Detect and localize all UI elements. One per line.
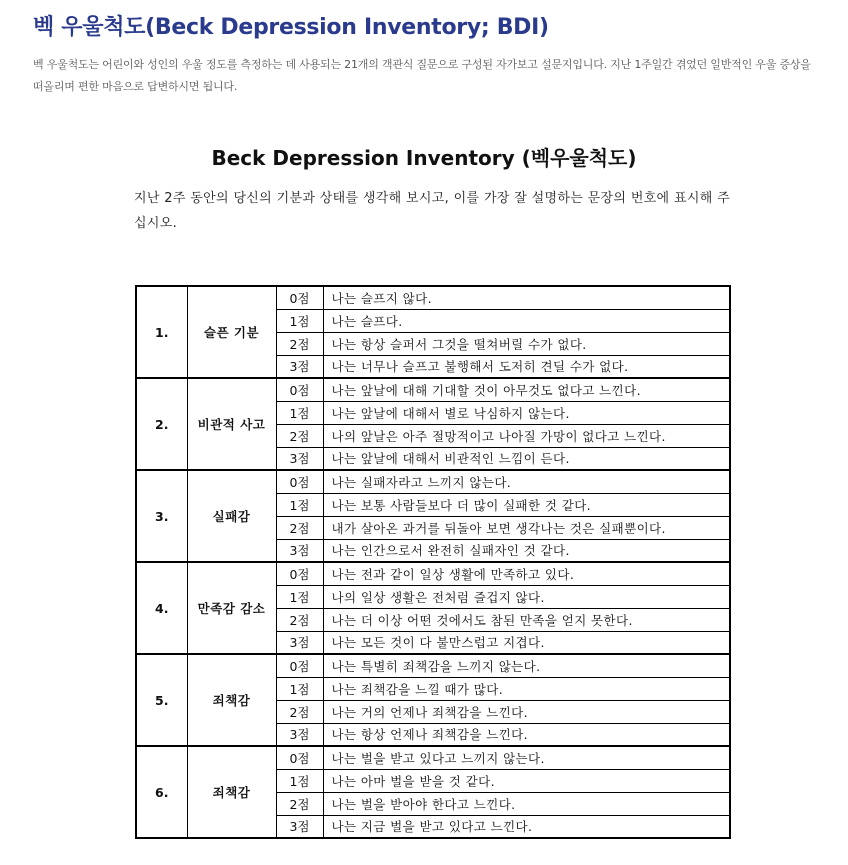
table-row	[136, 286, 730, 309]
option-statement: 나는 아마 벌을 받을 것 같다.	[323, 769, 730, 792]
option-score: 0점	[276, 746, 323, 769]
item-category: 죄책감	[187, 654, 276, 746]
option-score: 3점	[276, 539, 323, 562]
option-score: 0점	[276, 286, 323, 309]
option-statement: 나는 지금 벌을 받고 있다고 느낀다.	[323, 815, 730, 838]
option-statement: 나는 너무나 슬프고 불행해서 도저히 견딜 수가 없다.	[323, 355, 730, 378]
option-score: 3점	[276, 355, 323, 378]
option-score: 2점	[276, 792, 323, 815]
item-number: 2.	[136, 378, 187, 470]
item-category: 슬픈 기분	[187, 286, 276, 378]
item-category: 비관적 사고	[187, 378, 276, 470]
option-statement: 나의 앞날은 아주 절망적이고 나아질 가망이 없다고 느낀다.	[323, 424, 730, 447]
option-statement: 나는 벌을 받고 있다고 느끼지 않는다.	[323, 746, 730, 769]
item-category: 죄책감	[187, 746, 276, 838]
option-statement: 나는 더 이상 어떤 것에서도 참된 만족을 얻지 못한다.	[323, 608, 730, 631]
option-score: 1점	[276, 401, 323, 424]
option-statement: 나는 슬프지 않다.	[323, 286, 730, 309]
option-statement: 나는 앞날에 대해서 별로 낙심하지 않는다.	[323, 401, 730, 424]
option-score: 0점	[276, 562, 323, 585]
option-score: 1점	[276, 493, 323, 516]
option-statement: 나는 항상 언제나 죄책감을 느낀다.	[323, 723, 730, 746]
bdi-table-body	[136, 286, 730, 838]
option-score: 2점	[276, 332, 323, 355]
option-score: 1점	[276, 769, 323, 792]
option-score: 0점	[276, 378, 323, 401]
option-statement: 나는 앞날에 대해 기대할 것이 아무것도 없다고 느낀다.	[323, 378, 730, 401]
document-title: Beck Depression Inventory (벡우울척도)	[211, 146, 637, 170]
table-row	[136, 562, 730, 585]
option-score: 3점	[276, 723, 323, 746]
option-score: 2점	[276, 516, 323, 539]
table-row	[136, 470, 730, 493]
option-statement: 나는 모든 것이 다 불만스럽고 지겹다.	[323, 631, 730, 654]
item-number: 3.	[136, 470, 187, 562]
option-score: 2점	[276, 608, 323, 631]
option-score: 2점	[276, 424, 323, 447]
option-score: 3점	[276, 815, 323, 838]
option-statement: 나는 실패자라고 느끼지 않는다.	[323, 470, 730, 493]
table-row	[136, 654, 730, 677]
table-row	[136, 746, 730, 769]
item-number: 5.	[136, 654, 187, 746]
item-number: 1.	[136, 286, 187, 378]
option-score: 1점	[276, 677, 323, 700]
item-number: 6.	[136, 746, 187, 838]
option-statement: 나는 항상 슬퍼서 그것을 떨쳐버릴 수가 없다.	[323, 332, 730, 355]
option-statement: 나는 특별히 죄책감을 느끼지 않는다.	[323, 654, 730, 677]
option-score: 0점	[276, 470, 323, 493]
option-statement: 나는 인간으로서 완전히 실패자인 것 같다.	[323, 539, 730, 562]
option-statement: 나는 전과 같이 일상 생활에 만족하고 있다.	[323, 562, 730, 585]
option-statement: 나는 벌을 받아야 한다고 느낀다.	[323, 792, 730, 815]
option-statement: 나는 앞날에 대해서 비관적인 느낌이 든다.	[323, 447, 730, 470]
intro-text: 벡 우울척도는 어린이와 성인의 우울 정도를 측정하는 데 사용되는 21개의 객관식 질문으로 구성된 자가보고 설문지입니다. 지난 1주일간 겪었던 일반적인 우울 증상을 떠올리며 편한 마음으로 답변하시면 됩니다.	[33, 58, 811, 93]
option-statement: 나는 보통 사람들보다 더 많이 실패한 것 같다.	[323, 493, 730, 516]
option-score: 1점	[276, 585, 323, 608]
instruction-text: 지난 2주 동안의 당신의 기분과 상태를 생각해 보시고, 이를 가장 잘 설명하는 문장의 번호에 표시해 주십시오.	[134, 191, 730, 231]
option-statement: 나의 일상 생활은 전처럼 즐겁지 않다.	[323, 585, 730, 608]
option-score: 3점	[276, 631, 323, 654]
option-statement: 나는 죄책감을 느낄 때가 많다.	[323, 677, 730, 700]
item-category: 실패감	[187, 470, 276, 562]
option-score: 3점	[276, 447, 323, 470]
item-category: 만족감 감소	[187, 562, 276, 654]
option-statement: 나는 슬프다.	[323, 309, 730, 332]
bdi-table	[135, 285, 731, 839]
item-number: 4.	[136, 562, 187, 654]
option-statement: 내가 살아온 과거를 뒤돌아 보면 생각나는 것은 실패뿐이다.	[323, 516, 730, 539]
page-title: 벡 우울척도(Beck Depression Inventory; BDI)	[33, 15, 549, 40]
option-score: 1점	[276, 309, 323, 332]
option-score: 0점	[276, 654, 323, 677]
option-score: 2점	[276, 700, 323, 723]
table-row	[136, 378, 730, 401]
option-statement: 나는 거의 언제나 죄책감을 느낀다.	[323, 700, 730, 723]
